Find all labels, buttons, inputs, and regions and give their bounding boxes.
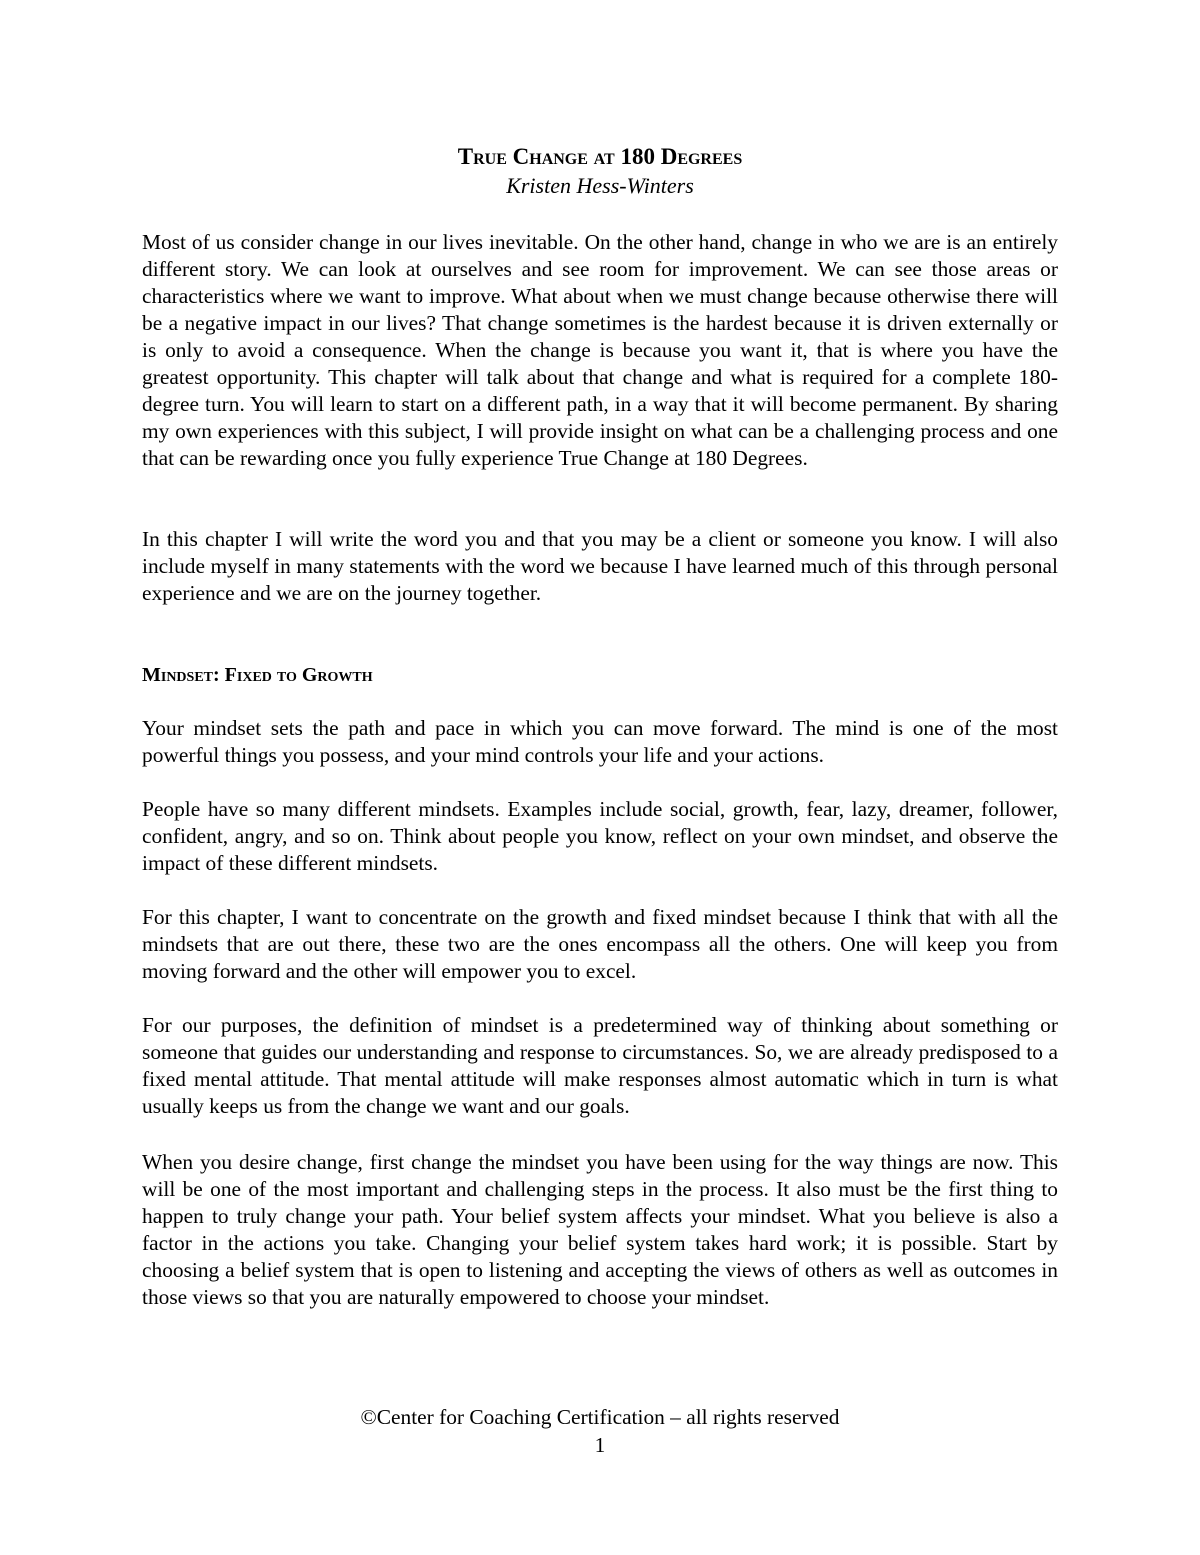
intro-paragraph-1: Most of us consider change in our lives inevitable. On the other hand, change in who we are is an entirely different story. We can look at ourselves and see room for improvement. We can see those areas or characteristics where we want to improve. What about when we must change because otherwise there will be a negative impact in our lives? That change sometimes is the hardest because it is driven externally or is only to avoid a consequence. When the change is because you want it, that is where you have the greatest opportunity. This chapter will talk about that change and what is required for a complete 180-degree turn. You will learn to start on a different path, in a way that it will become permanent. By sharing my own experiences with this subject, I will provide insight on what can be a challenging process and one that can be rewarding once you fully experience True Change at 180 Degrees. [142,230,1058,470]
section-paragraph-1: Your mindset sets the path and pace in which you can move forward. The mind is one of the most powerful things you possess, and your mind controls your life and your actions. [142,716,1058,767]
section-paragraph-2: People have so many different mindsets. Examples include social, growth, fear, lazy, dreamer, follower, confident, angry, and so on. Think about people you know, reflect on your own mindset, and observe the impact of these different mindsets. [142,797,1058,875]
intro-paragraph-2: In this chapter I will write the word you and that you may be a client or someone you know. I will also include myself in many statements with the word we because I have learned much of this through personal experience and we are on the journey together. [142,527,1058,605]
page-number: 1 [594,1433,606,1457]
document-title: True Change at 180 Degrees [457,144,743,169]
section-heading: Mindset: Fixed to Growth [142,664,373,686]
section-paragraph-5: When you desire change, first change the mindset you have been using for the way things are now. This will be one of the most important and challenging steps in the process. It also must be the first thing to happen to truly change your path. Your belief system affects your mindset. What you believe is also a factor in the actions you take. Changing your belief system takes hard work; it is possible. Start by choosing a belief system that is open to listening and accepting the views of others as well as outcomes in those views so that you are naturally empowered to choose your mindset. [142,1150,1058,1309]
document-author: Kristen Hess-Winters [506,173,694,198]
footer-copyright: ©Center for Coaching Certification – all rights reserved [360,1405,840,1429]
section-paragraph-3: For this chapter, I want to concentrate on the growth and fixed mindset because I think that with all the mindsets that are out there, these two are the ones encompass all the others. One will keep you from moving forward and the other will empower you to excel. [142,905,1058,983]
section-paragraph-4: For our purposes, the definition of mindset is a predetermined way of thinking about something or someone that guides our understanding and response to circumstances. So, we are already predisposed to a fixed mental attitude. That mental attitude will make responses almost automatic which in turn is what usually keeps us from the change we want and our goals. [142,1013,1058,1118]
